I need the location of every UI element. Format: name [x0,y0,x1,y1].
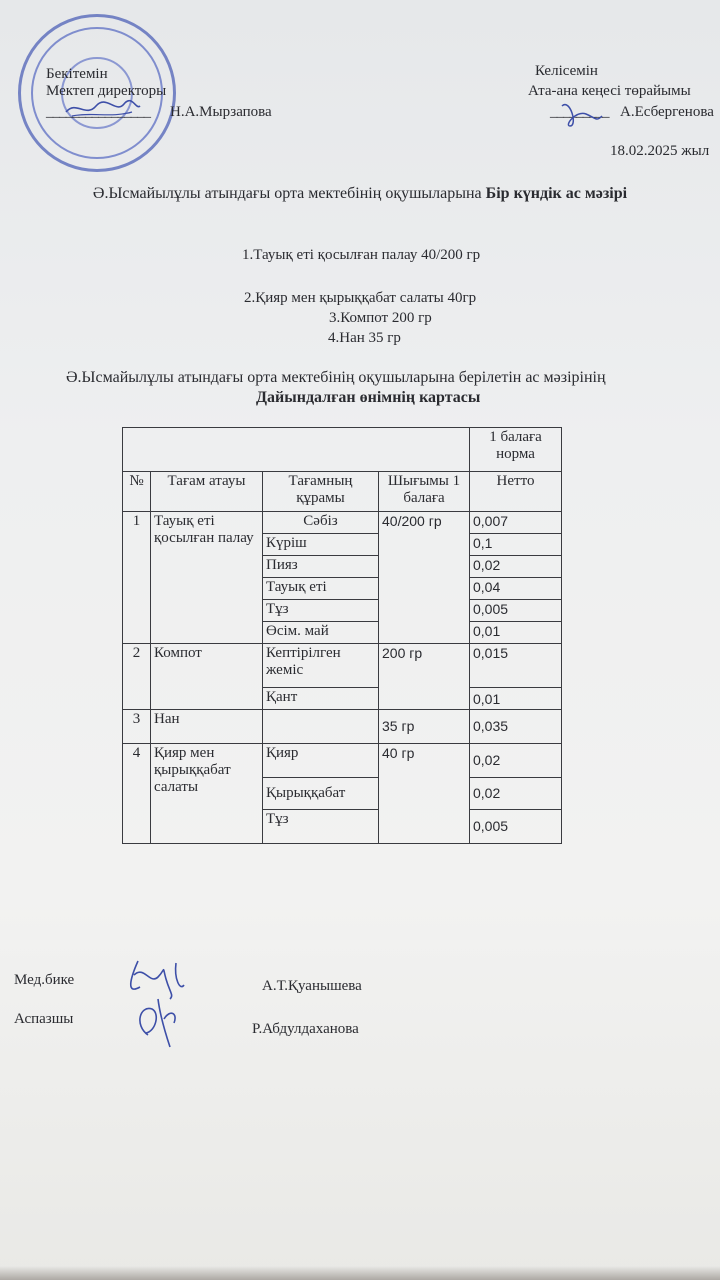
ingredient: Кептірілген жеміс [263,644,379,688]
net-value: 0,02 [470,556,562,578]
dish-name: Нан [151,710,263,744]
dish-yield: 40 гр [379,744,470,844]
menu-title-school: Ә.Ысмайылұлы атындағы орта мектебінің оқушыларына [92,185,486,202]
ingredient: Тауық еті [263,578,379,600]
menu-item-2: 2.Қияр мен қырыққабат салаты 40гр [244,290,477,306]
menu-item-4: 4.Нан 35 гр [328,330,401,346]
menu-title-daily: Бір күндік ас мәзірі [485,185,628,202]
dish-yield: 40/200 гр [379,512,470,644]
table-row [123,644,562,688]
ingredient [263,710,379,744]
col-net-header: Нетто [470,472,562,512]
row-number: 2 [123,644,151,710]
ingredient: Қияр [263,744,379,778]
menu-item-1: 1.Тауық еті қосылған палау 40/200 гр [242,247,481,263]
nurse-name: А.Т.Қуанышева [262,978,362,994]
agree-role: Ата-ана кеңесі төрайымы [528,83,691,99]
dish-yield: 200 гр [379,644,470,710]
ingredient: Тұз [263,600,379,622]
net-value: 0,01 [470,622,562,644]
dish-name: Тауық еті қосылған палау [151,512,263,644]
col-no-header: № [123,472,151,512]
table-row [123,744,562,778]
cook-name: Р.Абдулдаханова [252,1021,359,1037]
norm-header: 1 балаға норма [470,428,562,472]
net-value: 0,035 [470,710,562,744]
net-value: 0,1 [470,534,562,556]
approve-name: Н.А.Мырзапова [170,104,272,120]
net-value: 0,01 [470,688,562,710]
net-value: 0,02 [470,778,562,810]
ingredient: Күріш [263,534,379,556]
agree-name: А.Есбергенова [620,104,714,120]
net-value: 0,015 [470,644,562,688]
row-number: 4 [123,744,151,844]
cook-signature [130,995,190,1055]
ingredient: Тұз [263,810,379,844]
ingredient: Сәбіз [263,512,379,534]
ingredient: Қант [263,688,379,710]
dish-name: Қияр мен қырыққабат салаты [151,744,263,844]
card-title-line1: Ә.Ысмайылұлы атындағы орта мектебінің оқушыларына берілетін ас мәзірінің [66,369,606,386]
ingredient: Өсім. май [263,622,379,644]
director-signature [62,94,142,122]
net-value: 0,007 [470,512,562,534]
dish-yield: 35 гр [379,710,470,744]
page-edge-shadow [0,1266,720,1280]
table-header-blank [123,428,470,472]
approve-title: Бекітемін [46,66,108,82]
table-row [123,512,562,534]
document-date: 18.02.2025 жыл [610,143,710,159]
row-number: 1 [123,512,151,644]
agree-signature-line: _________ [550,104,609,120]
cook-role: Аспазшы [14,1011,74,1027]
card-title-line2: Дайындалған өнімнің картасы [256,389,481,406]
net-value: 0,005 [470,810,562,844]
nurse-role: Мед.бике [14,972,75,988]
approve-role: Мектеп директоры [46,83,167,99]
col-dish-header: Тағам атауы [151,472,263,512]
product-card-table [122,427,562,844]
col-ingredients-header: Тағамның құрамы [263,472,379,512]
table-row [123,710,562,744]
net-value: 0,005 [470,600,562,622]
approve-signature-line: ________________ [46,104,150,120]
net-value: 0,02 [470,744,562,778]
ingredient: Қырыққабат [263,778,379,810]
menu-title [0,185,720,203]
dish-name: Компот [151,644,263,710]
menu-item-3: 3.Компот 200 гр [329,310,432,326]
net-value: 0,04 [470,578,562,600]
agree-title: Келісемін [535,63,598,79]
parent-council-signature [556,96,606,132]
ingredient: Пияз [263,556,379,578]
col-yield-header: Шығымы 1 балаға [379,472,470,512]
row-number: 3 [123,710,151,744]
